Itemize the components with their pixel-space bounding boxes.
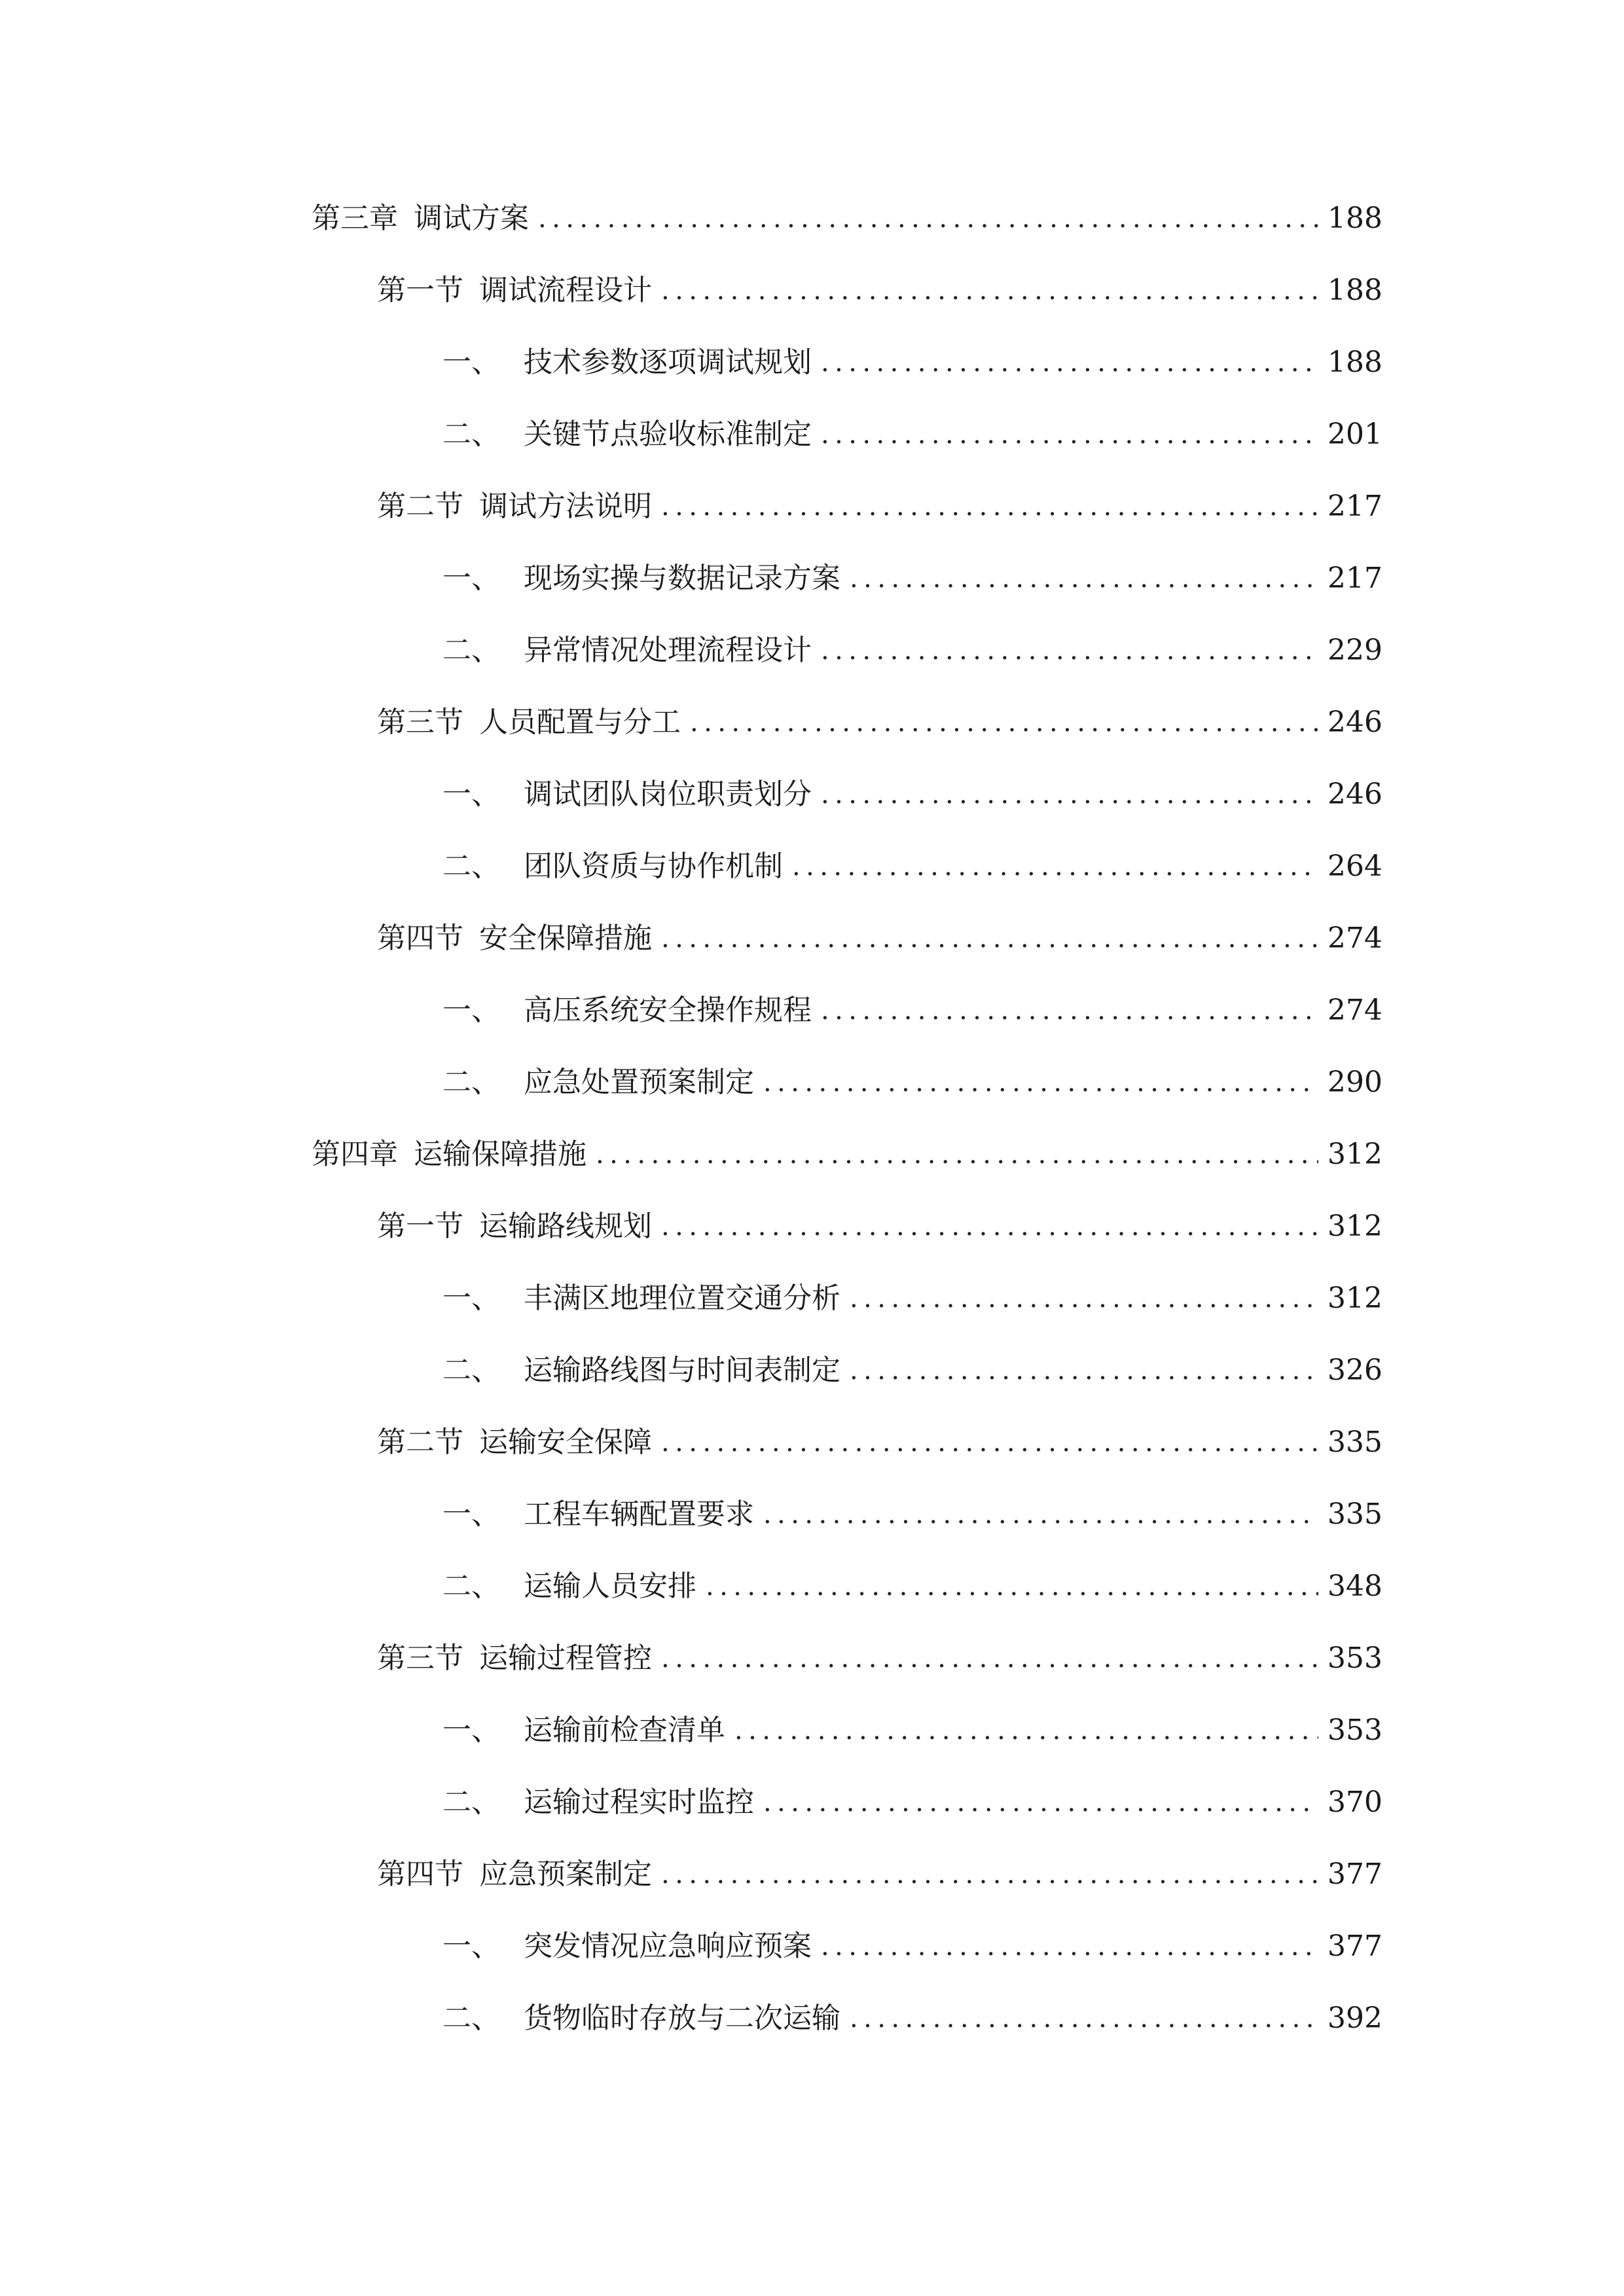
- dot-leader: [821, 768, 1318, 821]
- toc-entry-title: 运输路线图与时间表制定: [524, 1354, 840, 1387]
- toc-entry-number: 第二节: [377, 1426, 463, 1459]
- toc-entry-section[interactable]: [377, 1632, 1382, 1685]
- toc-entry-title: 高压系统安全操作规程: [524, 994, 812, 1027]
- toc-entry-number: 一、: [442, 1282, 500, 1315]
- toc-entry-number: 二、: [442, 1354, 500, 1387]
- dot-leader: [661, 1200, 1318, 1253]
- toc-entry-title: 调试流程设计: [479, 274, 652, 307]
- toc-entry-number: 第二节: [377, 490, 463, 523]
- toc-entry-subsection[interactable]: [442, 408, 1382, 461]
- toc-entry-section[interactable]: [377, 1848, 1382, 1901]
- toc-entry-subsection[interactable]: [442, 1776, 1382, 1829]
- toc-entry-subsection[interactable]: [442, 336, 1382, 389]
- toc-entry-title: 调试方案: [414, 202, 529, 235]
- toc-entry-subsection[interactable]: [442, 1272, 1382, 1325]
- toc-entry-number: 二、: [442, 2001, 500, 2035]
- toc-entry-number: 第三节: [377, 706, 463, 739]
- toc-entry-title: 安全保障措施: [479, 922, 652, 955]
- toc-entry-number: 二、: [442, 1785, 500, 1819]
- toc-entry-page: 188: [1327, 274, 1382, 307]
- toc-entry-subsection[interactable]: [442, 1704, 1382, 1757]
- dot-leader: [538, 192, 1318, 245]
- toc-entry-subsection[interactable]: [442, 840, 1382, 893]
- toc-entry-title: 调试方法说明: [479, 490, 652, 523]
- toc-entry-number: 二、: [442, 1066, 500, 1099]
- toc-entry-title: 运输人员安排: [524, 1570, 696, 1603]
- dot-leader: [821, 624, 1318, 677]
- toc-entry-subsection[interactable]: [442, 1344, 1382, 1397]
- dot-leader: [690, 696, 1318, 749]
- toc-entry-number: 一、: [442, 1498, 500, 1531]
- toc-entry-page: 377: [1327, 1929, 1382, 1963]
- toc-entry-number: 二、: [442, 418, 500, 451]
- toc-entry-title: 人员配置与分工: [479, 706, 681, 739]
- toc-entry-page: 392: [1327, 2001, 1382, 2035]
- dot-leader: [850, 1992, 1318, 2045]
- toc-entry-page: 312: [1327, 1138, 1382, 1171]
- toc-entry-title: 关键节点验收标准制定: [524, 418, 812, 451]
- toc-entry-title: 运输过程实时监控: [524, 1785, 754, 1819]
- toc-entry-number: 二、: [442, 850, 500, 883]
- toc-entry-page: 370: [1327, 1785, 1382, 1819]
- toc-entry-title: 应急预案制定: [479, 1857, 652, 1891]
- toc-entry-page: 274: [1327, 922, 1382, 955]
- toc-entry-title: 工程车辆配置要求: [524, 1498, 754, 1531]
- dot-leader: [850, 552, 1318, 605]
- toc-entry-page: 335: [1327, 1426, 1382, 1459]
- toc-entry-title: 现场实操与数据记录方案: [524, 562, 840, 595]
- toc-entry-number: 二、: [442, 634, 500, 667]
- toc-entry-page: 312: [1327, 1282, 1382, 1315]
- dot-leader: [596, 1128, 1318, 1181]
- toc-entry-page: 290: [1327, 1066, 1382, 1099]
- toc-entry-page: 377: [1327, 1857, 1382, 1891]
- toc-entry-title: 运输保障措施: [414, 1138, 586, 1171]
- toc-entry-title: 货物临时存放与二次运输: [524, 2001, 840, 2035]
- dot-leader: [661, 480, 1318, 533]
- dot-leader: [661, 264, 1318, 317]
- toc-entry-page: 217: [1327, 562, 1382, 595]
- toc-entry-page: 201: [1327, 418, 1382, 451]
- toc-entry-page: 188: [1327, 346, 1382, 379]
- toc-entry-number: 第四节: [377, 922, 463, 955]
- toc-entry-number: 第一节: [377, 274, 463, 307]
- toc-entry-number: 一、: [442, 994, 500, 1027]
- toc-entry-number: 第四章: [312, 1138, 398, 1171]
- toc-entry-number: 第四节: [377, 1857, 463, 1891]
- toc-entry-title: 技术参数逐项调试规划: [524, 346, 812, 379]
- toc-entry-page: 353: [1327, 1641, 1382, 1675]
- dot-leader: [661, 1848, 1318, 1901]
- toc-entry-title: 运输前检查清单: [524, 1713, 725, 1747]
- toc-entry-number: 一、: [442, 1929, 500, 1963]
- toc-entry-title: 突发情况应急响应预案: [524, 1929, 812, 1963]
- toc-entry-title: 运输路线规划: [479, 1210, 652, 1243]
- dot-leader: [661, 1632, 1318, 1685]
- toc-entry-page: 326: [1327, 1354, 1382, 1387]
- dot-leader: [706, 1560, 1318, 1613]
- toc-entry-page: 264: [1327, 850, 1382, 883]
- dot-leader: [850, 1344, 1318, 1397]
- dot-leader: [661, 1416, 1318, 1469]
- toc-entry-page: 188: [1327, 202, 1382, 235]
- dot-leader: [821, 408, 1318, 461]
- dot-leader: [763, 1056, 1318, 1109]
- toc-entry-subsection[interactable]: [442, 1056, 1382, 1109]
- toc-entry-title: 调试团队岗位职责划分: [524, 778, 812, 811]
- toc-entry-subsection[interactable]: [442, 1560, 1382, 1613]
- toc-entry-section[interactable]: [377, 1416, 1382, 1469]
- toc-entry-page: 246: [1327, 706, 1382, 739]
- dot-leader: [763, 1776, 1318, 1829]
- toc-entry-page: 348: [1327, 1570, 1382, 1603]
- toc-entry-number: 一、: [442, 346, 500, 379]
- toc-entry-chapter-3[interactable]: [312, 192, 1382, 245]
- toc-entry-subsection[interactable]: [442, 768, 1382, 821]
- toc-entry-subsection[interactable]: [442, 552, 1382, 605]
- dot-leader: [661, 912, 1318, 965]
- toc-entry-subsection[interactable]: [442, 1920, 1382, 1973]
- dot-leader: [763, 1488, 1318, 1541]
- toc-entry-page: 246: [1327, 778, 1382, 811]
- dot-leader: [850, 1272, 1318, 1325]
- toc-entry-title: 运输安全保障: [479, 1426, 652, 1459]
- toc-entry-chapter-4[interactable]: [312, 1128, 1382, 1181]
- toc-entry-subsection[interactable]: [442, 1488, 1382, 1541]
- toc-entry-title: 丰满区地理位置交通分析: [524, 1282, 840, 1315]
- toc-entry-number: 二、: [442, 1570, 500, 1603]
- toc-entry-page: 335: [1327, 1498, 1382, 1531]
- toc-entry-section[interactable]: [377, 480, 1382, 533]
- toc-entry-section[interactable]: [377, 912, 1382, 965]
- toc-entry-page: 312: [1327, 1210, 1382, 1243]
- toc-entry-page: 217: [1327, 490, 1382, 523]
- toc-entry-page: 353: [1327, 1713, 1382, 1747]
- toc-entry-subsection[interactable]: [442, 984, 1382, 1037]
- toc-entry-subsection[interactable]: [442, 1992, 1382, 2045]
- dot-leader: [792, 840, 1318, 893]
- toc-entry-title: 运输过程管控: [479, 1641, 652, 1675]
- dot-leader: [821, 1920, 1318, 1973]
- dot-leader: [821, 336, 1318, 389]
- toc-entry-number: 第一节: [377, 1210, 463, 1243]
- toc-entry-section[interactable]: [377, 1200, 1382, 1253]
- toc-entry-number: 一、: [442, 1713, 500, 1747]
- toc-entry-subsection[interactable]: [442, 624, 1382, 677]
- toc-entry-title: 应急处置预案制定: [524, 1066, 754, 1099]
- toc-entry-number: 第三章: [312, 202, 398, 235]
- toc-entry-number: 一、: [442, 562, 500, 595]
- dot-leader: [734, 1704, 1318, 1757]
- toc-entry-page: 229: [1327, 634, 1382, 667]
- toc-entry-number: 一、: [442, 778, 500, 811]
- dot-leader: [821, 984, 1318, 1037]
- toc-entry-page: 274: [1327, 994, 1382, 1027]
- toc-entry-number: 第三节: [377, 1641, 463, 1675]
- toc-entry-section[interactable]: [377, 696, 1382, 749]
- toc-entry-title: 团队资质与协作机制: [524, 850, 783, 883]
- toc-entry-section[interactable]: [377, 264, 1382, 317]
- toc-entry-title: 异常情况处理流程设计: [524, 634, 812, 667]
